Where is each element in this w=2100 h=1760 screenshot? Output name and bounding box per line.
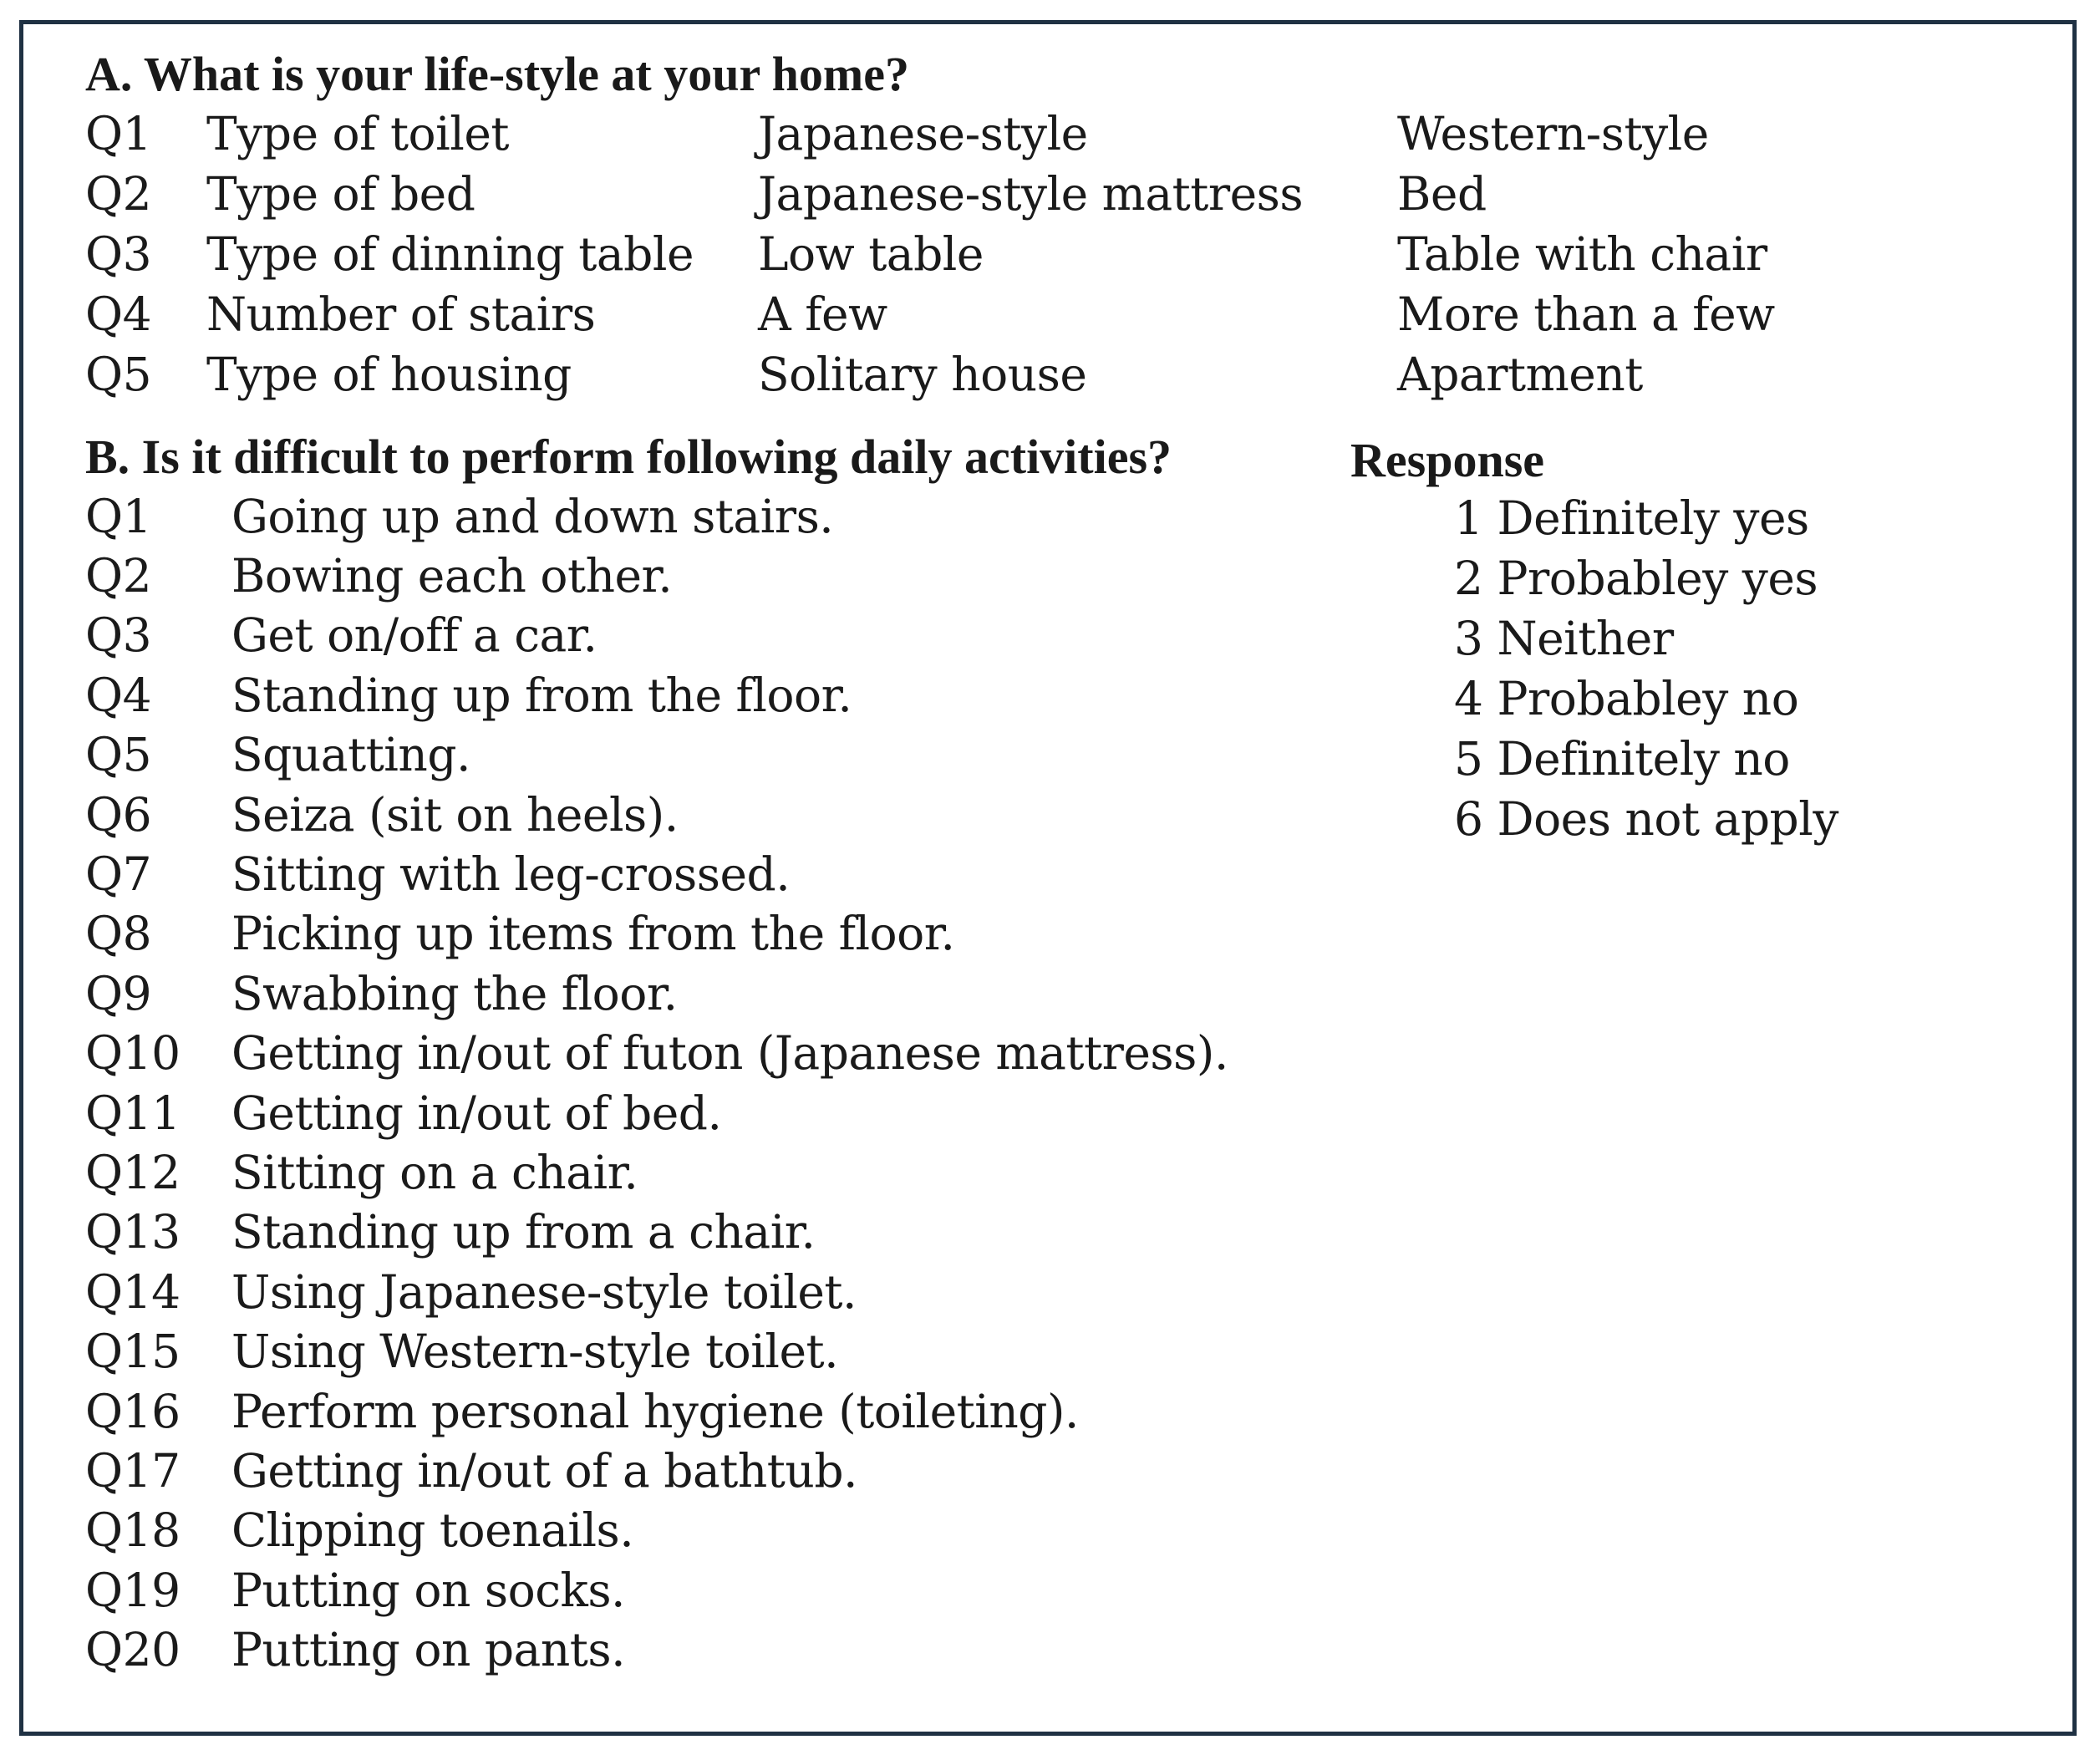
section-b-row	[85, 605, 1339, 665]
question-number: Q4	[85, 287, 152, 341]
question-text: Picking up items from the floor.	[231, 907, 955, 960]
section-a-row	[85, 164, 2007, 224]
option-1: Solitary house	[758, 348, 1087, 401]
question-text: Standing up from a chair.	[231, 1205, 816, 1259]
section-a-row	[85, 104, 2007, 164]
question-number: Q13	[85, 1205, 181, 1259]
question-number: Q3	[85, 608, 152, 662]
section-a-row	[85, 284, 2007, 344]
question-number: Q15	[85, 1325, 181, 1378]
response-option: 5 Definitely no	[1454, 732, 1790, 786]
question-item: Type of dinning table	[206, 227, 694, 281]
question-item: Type of housing	[206, 348, 572, 401]
question-number: Q8	[85, 907, 152, 960]
option-2: More than a few	[1397, 287, 1775, 341]
response-option: 3 Neither	[1454, 612, 1674, 665]
response-heading: Response	[1350, 433, 1545, 487]
question-text: Putting on socks.	[231, 1564, 626, 1617]
question-text: Bowing each other.	[231, 549, 673, 603]
question-number: Q1	[85, 107, 152, 160]
question-text: Standing up from the floor.	[231, 669, 852, 722]
question-number: Q12	[85, 1146, 181, 1199]
option-2: Bed	[1397, 167, 1487, 221]
question-text: Putting on pants.	[231, 1623, 626, 1676]
question-number: Q20	[85, 1623, 181, 1676]
option-2: Table with chair	[1397, 227, 1767, 281]
response-option: 6 Does not apply	[1454, 792, 1838, 846]
response-option: 4 Probabley no	[1454, 672, 1799, 725]
question-number: Q5	[85, 728, 152, 781]
question-item: Type of bed	[206, 167, 475, 221]
section-b-row	[85, 903, 1339, 964]
question-number: Q2	[85, 167, 152, 221]
section-b-row	[85, 1023, 1339, 1083]
question-text: Getting in/out of a bathtub.	[231, 1444, 858, 1498]
question-text: Using Japanese-style toilet.	[231, 1265, 857, 1319]
section-b-row	[85, 1441, 1339, 1501]
section-b-row	[85, 1083, 1339, 1143]
question-text: Getting in/out of bed.	[231, 1086, 722, 1140]
option-1: Japanese-style mattress	[758, 167, 1304, 221]
question-text: Seiza (sit on heels).	[231, 788, 679, 842]
question-number: Q7	[85, 847, 152, 901]
question-text: Getting in/out of futon (Japanese mattress).	[231, 1026, 1228, 1080]
question-number: Q3	[85, 227, 152, 281]
section-a-row	[85, 344, 2007, 404]
section-b-row	[85, 1262, 1339, 1322]
question-number: Q5	[85, 348, 152, 401]
question-item: Type of toilet	[206, 107, 509, 160]
response-option: 2 Probabley yes	[1454, 552, 1818, 605]
question-number: Q11	[85, 1086, 181, 1140]
section-b-row	[85, 844, 1339, 904]
question-text: Going up and down stairs.	[231, 490, 834, 543]
question-text: Swabbing the floor.	[231, 967, 678, 1020]
question-text: Sitting on a chair.	[231, 1146, 638, 1199]
section-a-row	[85, 224, 2007, 284]
question-number: Q19	[85, 1564, 181, 1617]
section-b-row	[85, 1620, 1339, 1680]
question-number: Q1	[85, 490, 152, 543]
question-number: Q9	[85, 967, 152, 1020]
section-b-row	[85, 1142, 1339, 1203]
response-option: 1 Definitely yes	[1454, 491, 1809, 545]
question-number: Q14	[85, 1265, 181, 1319]
section-b-row	[85, 1321, 1339, 1381]
section-b-row	[85, 785, 1339, 845]
section-b-row	[85, 1560, 1339, 1620]
question-number: Q6	[85, 788, 152, 842]
question-text: Squatting.	[231, 728, 471, 781]
option-2: Western-style	[1397, 107, 1709, 160]
section-b-row	[85, 546, 1339, 606]
question-text: Get on/off a car.	[231, 608, 597, 662]
section-b-row	[85, 725, 1339, 785]
section-b-row	[85, 486, 1339, 547]
section-b-row	[85, 1202, 1339, 1262]
section-b-row	[85, 964, 1339, 1024]
section-b-row	[85, 1381, 1339, 1442]
question-number: Q4	[85, 669, 152, 722]
option-1: Low table	[758, 227, 984, 281]
question-text: Using Western-style toilet.	[231, 1325, 839, 1378]
question-item: Number of stairs	[206, 287, 596, 341]
question-number: Q16	[85, 1385, 181, 1438]
question-text: Perform personal hygiene (toileting).	[231, 1385, 1079, 1438]
option-1: A few	[758, 287, 887, 341]
question-number: Q17	[85, 1444, 181, 1498]
question-text: Sitting with leg-crossed.	[231, 847, 791, 901]
question-number: Q18	[85, 1503, 181, 1557]
question-text: Clipping toenails.	[231, 1503, 634, 1557]
section-b-heading: B. Is it difficult to perform following daily activities?	[85, 430, 1172, 484]
question-number: Q2	[85, 549, 152, 603]
question-number: Q10	[85, 1026, 181, 1080]
option-1: Japanese-style	[758, 107, 1088, 160]
section-b-row	[85, 1500, 1339, 1560]
option-2: Apartment	[1397, 348, 1643, 401]
section-b-row	[85, 665, 1339, 725]
section-a-heading: A. What is your life-style at your home?	[85, 47, 909, 101]
